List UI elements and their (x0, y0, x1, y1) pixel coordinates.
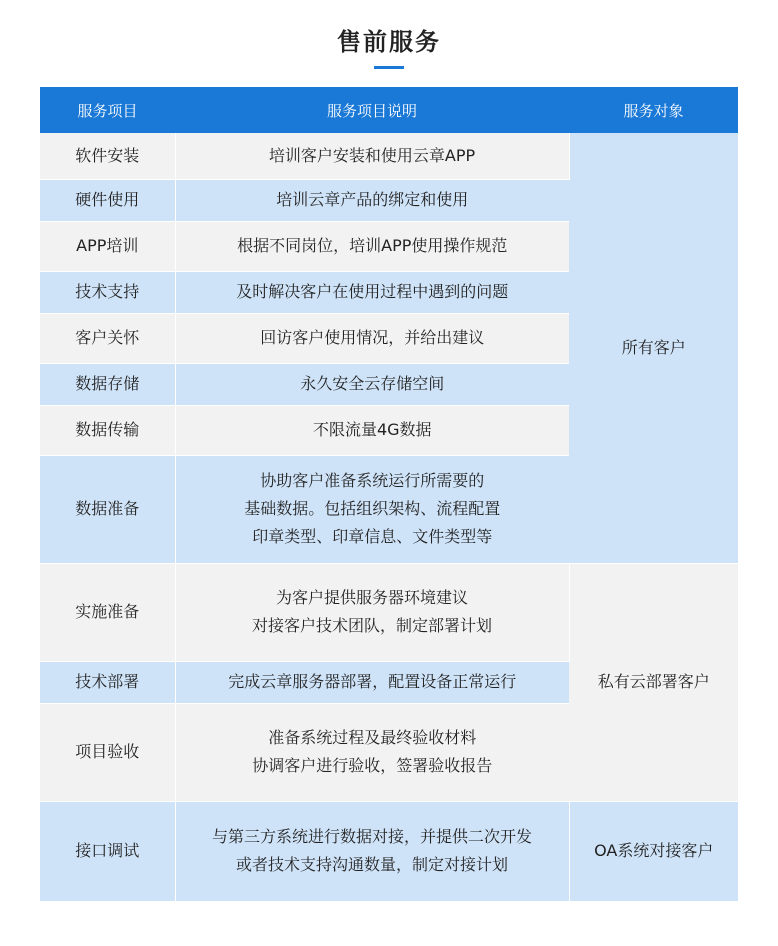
service-item-cell: 数据准备 (40, 455, 175, 563)
service-desc-cell: 及时解决客户在使用过程中遇到的问题 (175, 271, 569, 313)
service-item-cell: 软件安装 (40, 133, 175, 179)
service-desc-cell: 根据不同岗位，培训APP使用操作规范 (175, 221, 569, 271)
service-desc-cell: 永久安全云存储空间 (175, 363, 569, 405)
service-desc-cell: 与第三方系统进行数据对接，并提供二次开发 或者技术支持沟通数量，制定对接计划 (175, 801, 569, 901)
service-item-cell: APP培训 (40, 221, 175, 271)
header-service-item: 服务项目 (40, 87, 175, 133)
page-header (0, 24, 778, 69)
service-item-cell: 客户关怀 (40, 313, 175, 363)
service-item-cell: 数据传输 (40, 405, 175, 455)
service-desc-cell: 培训云章产品的绑定和使用 (175, 179, 569, 221)
service-desc-cell: 培训客户安装和使用云章APP (175, 133, 569, 179)
service-item-cell: 技术支持 (40, 271, 175, 313)
table-row (40, 563, 738, 661)
service-desc-cell: 协助客户准备系统运行所需要的 基础数据。包括组织架构、流程配置 印章类型、印章信息、文件类型等 (175, 455, 569, 563)
service-desc-cell: 回访客户使用情况，并给出建议 (175, 313, 569, 363)
service-desc-cell: 准备系统过程及最终验收材料 协调客户进行验收，签署验收报告 (175, 703, 569, 801)
service-table (40, 87, 738, 902)
service-item-cell: 数据存储 (40, 363, 175, 405)
target-all-customers: 所有客户 (569, 133, 738, 563)
service-item-cell: 实施准备 (40, 563, 175, 661)
table-row (40, 133, 738, 179)
service-desc-cell: 不限流量4G数据 (175, 405, 569, 455)
page-title: 售前服务 (337, 28, 441, 56)
service-item-cell: 项目验收 (40, 703, 175, 801)
table-header-row (40, 87, 738, 133)
service-item-cell: 接口调试 (40, 801, 175, 901)
table-row (40, 801, 738, 901)
title-underline (374, 66, 404, 69)
service-item-cell: 技术部署 (40, 661, 175, 703)
service-item-cell: 硬件使用 (40, 179, 175, 221)
header-service-desc: 服务项目说明 (175, 87, 569, 133)
target-oa-integration-customers: OA系统对接客户 (569, 801, 738, 901)
target-private-cloud-customers: 私有云部署客户 (569, 563, 738, 801)
header-service-target: 服务对象 (569, 87, 738, 133)
service-desc-cell: 为客户提供服务器环境建议 对接客户技术团队，制定部署计划 (175, 563, 569, 661)
service-desc-cell: 完成云章服务器部署，配置设备正常运行 (175, 661, 569, 703)
